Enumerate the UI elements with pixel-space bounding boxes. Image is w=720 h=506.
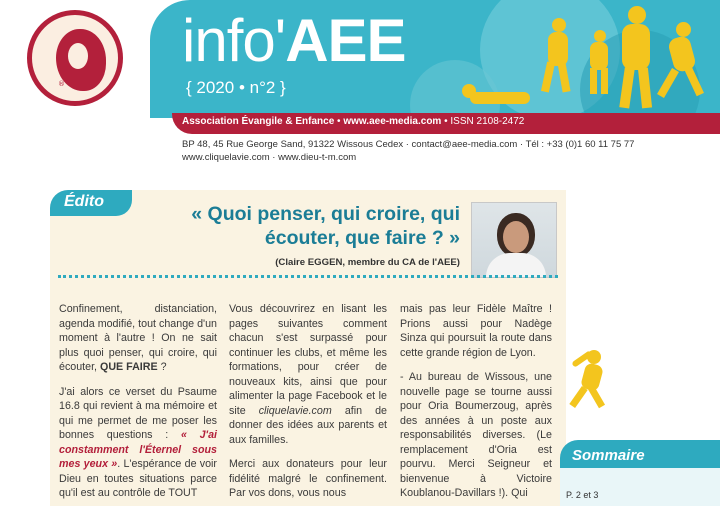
- edito-byline: (Claire EGGEN, membre du CA de l'AEE): [275, 257, 460, 268]
- sommaire-box: [560, 468, 720, 506]
- sommaire-heading: Sommaire: [572, 447, 645, 464]
- dotted-divider: [58, 275, 558, 278]
- issn: ISSN 2108-2472: [450, 116, 525, 127]
- edito-title: « Quoi penser, qui croire, qui écouter, que faire ? »: [191, 203, 460, 249]
- sommaire-entry[interactable]: P. 2 et 3: [566, 490, 599, 500]
- article-column-3: [400, 302, 552, 506]
- contact-address: [182, 138, 712, 164]
- article-column-2: [229, 302, 387, 506]
- paragraph: mais pas leur Fidèle Maître ! Prions aussi pour Nadège Sinza qui poursuit la route dans cette grande région de Lyon.: [400, 303, 552, 359]
- website-link[interactable]: www.aee-media.com: [343, 116, 442, 127]
- masthead: [0, 0, 720, 163]
- paragraph: Merci aux donateurs pour leur fidélité malgré le confinement. Par vos dons, vous nous: [229, 458, 387, 499]
- address-line: BP 48, 45 Rue George Sand, 91322 Wissous Cedex · contact@aee-media.com · Tél : +33 (0)1 60 11 75 77: [182, 139, 635, 150]
- paragraph: Confinement, distanciation, agenda modifié, tout change d'un moment à l'autre ! On ne sait plus quoi penser, qui croire, qui écouter, QUE FAIRE ?: [59, 303, 217, 373]
- issue-number: { 2020 • n°2 }: [186, 78, 286, 97]
- association-name: Association Évangile & Enfance: [182, 116, 335, 127]
- author-photo: [471, 202, 557, 278]
- paragraph: Vous découvrirez en lisant les pages suivantes comment chacun s'est surpassé pour continuer les clubs, et même les formations, pour créer de nouveaux kits, ainsi que pour alimenter la page Facebook et le site cliquelavie.com afin de donner des idées aux parents et aux familles.: [229, 303, 387, 446]
- websites-line[interactable]: www.cliquelavie.com · www.dieu-t-m.com: [182, 152, 357, 163]
- registered-mark: ®: [58, 80, 65, 88]
- association-line: Association Évangile & Enfance • www.aee-media.com • ISSN 2108-2472: [182, 116, 525, 127]
- magazine-title: info'AEE: [182, 7, 406, 74]
- psalm-quote: « J'ai constamment l'Éternel sous mes yeux »: [59, 429, 217, 470]
- paragraph: - Au bureau de Wissous, une nouvelle page se tourne aussi pour Oria Boumerzoug, après des années à un poste aux responsabilités diverses. (Le remplacement d'Oria est pourvu. Merci Seigneur et bienvenue à Victoire Koublanou-Davillars !). Qui: [400, 371, 552, 499]
- aee-logo: [27, 10, 123, 106]
- article-column-1: [59, 302, 217, 506]
- edito-label: Édito: [64, 193, 104, 210]
- cliquelavie-link[interactable]: cliquelavie.com: [258, 404, 332, 417]
- paragraph: J'ai alors ce verset du Psaume 16.8 qui revient à ma mémoire et qui me permet de me poser les bonnes questions : « J'ai constamment l'Éternel sous mes yeux ». L'espérance de voir Dieu en toutes situations parce qu'il est au contrôle de TOUT: [59, 385, 217, 499]
